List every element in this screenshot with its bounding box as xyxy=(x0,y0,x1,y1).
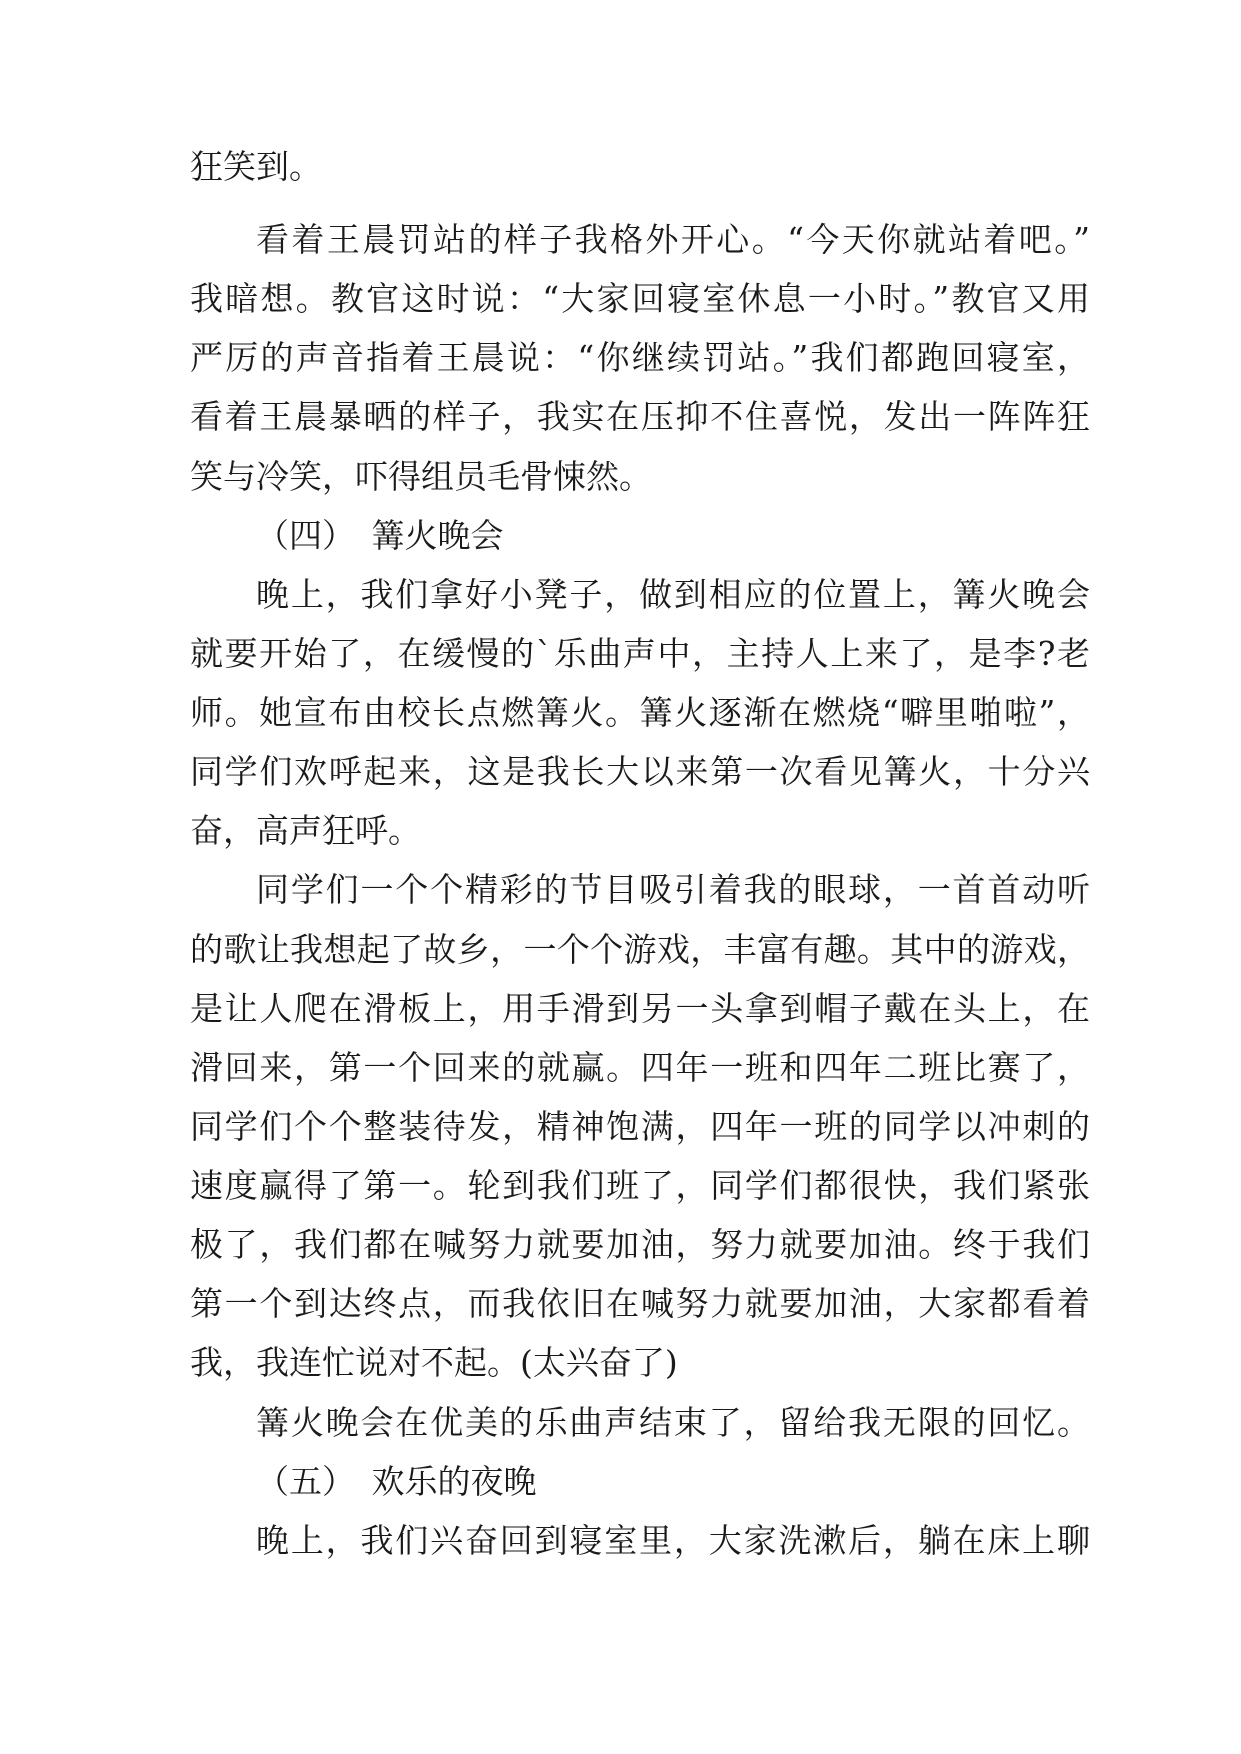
text-line: 看着王晨暴晒的样子，我实在压抑不住喜悦，发出一阵阵狂 xyxy=(190,397,1090,436)
text-line: 我，我连忙说对不起。(太兴奋了) xyxy=(190,1343,678,1382)
text-line: 滑回来，第一个回来的就赢。四年一班和四年二班比赛了， xyxy=(190,1048,1090,1087)
text-line: 是让人爬在滑板上，用手滑到另一头拿到帽子戴在头上，在 xyxy=(190,989,1090,1028)
text-line: 笑与冷笑，吓得组员毛骨悚然。 xyxy=(190,457,652,496)
section-heading: （四） 篝火晚会 xyxy=(256,516,504,555)
text-line: 同学们一个个精彩的节目吸引着我的眼球，一首首动听 xyxy=(256,870,1090,909)
text-line: 看着王晨罚站的样子我格外开心。“今天你就站着吧。” xyxy=(256,220,1090,259)
text-line: 的歌让我想起了故乡，一个个游戏，丰富有趣。其中的游戏， xyxy=(190,930,1090,969)
text-line: 晚上，我们拿好小凳子，做到相应的位置上，篝火晚会 xyxy=(256,575,1090,614)
text-line: 师。她宣布由校长点燃篝火。篝火逐渐在燃烧“噼里啪啦”， xyxy=(190,693,1090,732)
text-line: 就要开始了，在缓慢的`乐曲声中，主持人上来了，是李?老 xyxy=(190,634,1090,673)
text-line: 篝火晚会在优美的乐曲声结束了，留给我无限的回忆。 xyxy=(256,1403,1090,1442)
text-line: 同学们个个整装待发，精神饱满，四年一班的同学以冲刺的 xyxy=(190,1107,1090,1146)
text-line: 我暗想。教官这时说：“大家回寝室休息一小时。”教官又用 xyxy=(190,279,1090,318)
text-line: 第一个到达终点，而我依旧在喊努力就要加油，大家都看着 xyxy=(190,1284,1090,1323)
text-line: 严厉的声音指着王晨说：“你继续罚站。”我们都跑回寝室， xyxy=(190,338,1090,377)
text-line: 同学们欢呼起来，这是我长大以来第一次看见篝火，十分兴 xyxy=(190,752,1090,791)
text-line: 狂笑到。 xyxy=(190,147,322,186)
text-line: 极了，我们都在喊努力就要加油，努力就要加油。终于我们 xyxy=(190,1225,1090,1264)
text-line: 奋，高声狂呼。 xyxy=(190,811,421,850)
text-line: 晚上，我们兴奋回到寝室里，大家洗漱后，躺在床上聊 xyxy=(256,1521,1090,1560)
section-heading: （五） 欢乐的夜晚 xyxy=(256,1462,537,1501)
text-line: 速度赢得了第一。轮到我们班了，同学们都很快，我们紧张 xyxy=(190,1166,1090,1205)
